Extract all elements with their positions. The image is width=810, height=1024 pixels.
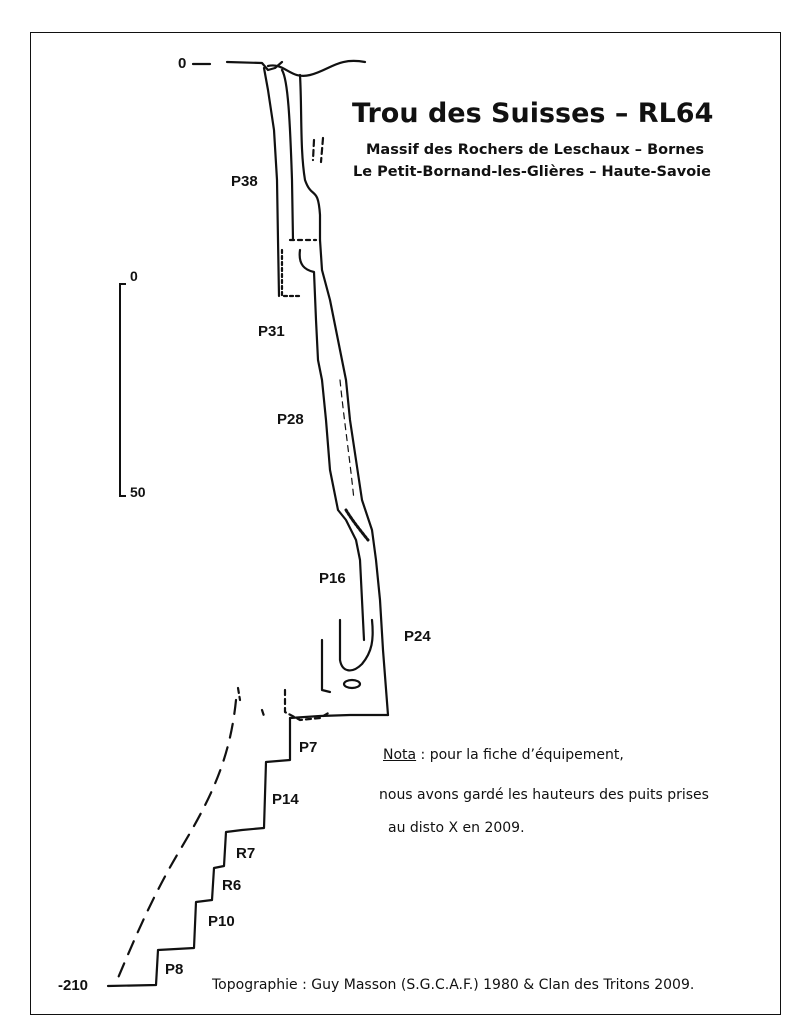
scale-bar — [120, 284, 126, 496]
pit-label: P31 — [258, 323, 285, 340]
p16-boulder — [344, 680, 360, 688]
wall-right-upper — [320, 240, 388, 715]
p24-floor-dashed — [285, 690, 330, 720]
p24-floor — [290, 715, 388, 718]
pit-label: P10 — [208, 913, 235, 930]
projected-dashed-line — [115, 700, 236, 985]
wall-left-dotted — [282, 250, 300, 296]
pit-label: P24 — [404, 628, 431, 645]
pit-label: P14 — [272, 791, 299, 808]
note-line-3: au disto X en 2009. — [388, 820, 525, 836]
depth-bottom-label: -210 — [58, 977, 89, 994]
pit-label: R6 — [222, 877, 242, 894]
note-line-1 — [383, 747, 624, 763]
pit-label: P8 — [165, 961, 184, 978]
survey-credit: Topographie : Guy Masson (S.G.C.A.F.) 1980 & Clan des Tritons 2009. — [212, 977, 695, 993]
pit-label: P7 — [299, 739, 318, 756]
shaft-inner — [282, 70, 293, 240]
pit-label: R7 — [236, 845, 256, 862]
note-line-1-text: : pour la fiche d’équipement, — [416, 747, 624, 763]
surface-ground — [227, 61, 365, 76]
survey-title: Trou des Suisses – RL64 — [352, 98, 714, 129]
scale-top-label: 0 — [130, 268, 138, 284]
note-line-2: nous avons gardé les hauteurs des puits prises — [379, 787, 709, 803]
shaft-right-wall — [300, 75, 320, 240]
p16-chamber — [340, 620, 373, 670]
pit-label: P28 — [277, 411, 304, 428]
pit-label: P38 — [231, 173, 258, 190]
gallery-dashed-top — [238, 688, 264, 716]
depth-top-label: 0 — [178, 55, 187, 72]
survey-subtitle-massif: Massif des Rochers de Leschaux – Bornes — [366, 142, 705, 158]
survey-subtitle-location: Le Petit-Bornand-les-Glières – Haute-Savoie — [353, 164, 711, 180]
shaft-right-dashed — [313, 138, 323, 162]
p16-left — [322, 640, 330, 692]
note-nota-label: Nota — [383, 747, 417, 763]
shaft-left-wall — [264, 68, 279, 296]
pit-label: P16 — [319, 570, 346, 587]
scale-bottom-label: 50 — [130, 484, 146, 500]
staircase — [108, 718, 290, 986]
